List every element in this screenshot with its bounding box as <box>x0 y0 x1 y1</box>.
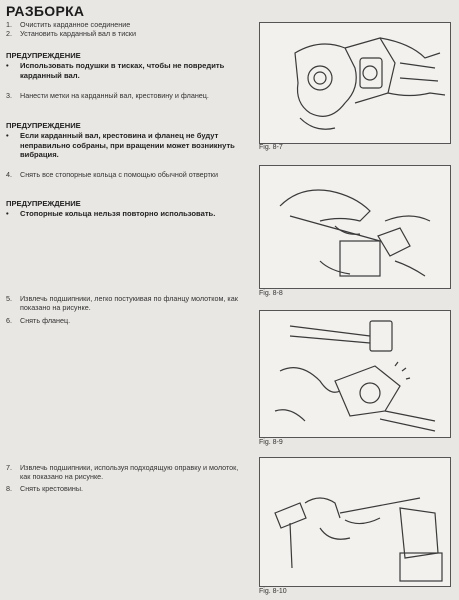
step-number: 4. <box>6 170 12 179</box>
step-1 <box>6 20 246 29</box>
universal-joint-illustration <box>260 23 450 143</box>
step-number: 2. <box>6 29 12 38</box>
screwdriver-snap-ring-illustration <box>260 166 450 288</box>
step-8 <box>6 484 246 493</box>
step-number: 6. <box>6 316 12 325</box>
figure-8-10 <box>259 457 451 587</box>
step-text: Снять все стопорные кольца с помощью обычной отвертки <box>20 170 218 179</box>
warning-title: ПРЕДУПРЕЖДЕНИЕ <box>6 121 81 130</box>
warning-text: • Стопорные кольца нельзя повторно использовать. <box>6 209 216 218</box>
step-text: Снять крестовины. <box>20 484 83 493</box>
figure-8-8 <box>259 165 451 289</box>
step-2 <box>6 29 246 38</box>
bullet: • <box>6 209 9 218</box>
step-text: Снять фланец. <box>20 316 71 325</box>
figure-caption: Fig. 8-10 <box>259 588 287 595</box>
hammer-flange-illustration <box>260 311 450 437</box>
figure-8-7 <box>259 22 451 144</box>
step-6 <box>6 316 246 325</box>
warning-text: • Если карданный вал, крестовина и фланец не будут неправильно собраны, при вращении может возникнуть вибрация. <box>6 131 235 159</box>
step-number: 1. <box>6 20 12 29</box>
warning-title: ПРЕДУПРЕЖДЕНИЕ <box>6 199 81 208</box>
step-number: 5. <box>6 294 12 303</box>
figure-caption: Fig. 8-9 <box>259 439 283 446</box>
step-number: 7. <box>6 463 12 472</box>
step-5 <box>6 294 246 312</box>
step-text: Очистить карданное соединение <box>20 20 131 29</box>
bullet: • <box>6 131 9 140</box>
step-number: 8. <box>6 484 12 493</box>
step-text: Нанести метки на карданный вал, крестовину и фланец. <box>20 91 209 100</box>
warning-text: • Использовать подушки в тисках, чтобы не повредить карданный вал. <box>6 61 225 80</box>
bullet: • <box>6 61 9 70</box>
drift-hammer-illustration <box>260 458 450 586</box>
figure-caption: Fig. 8-8 <box>259 290 283 297</box>
step-text: Извлечь подшипники, легко постукивая по фланцу молотком, как показано на рисунке. <box>20 294 238 312</box>
warning-title: ПРЕДУПРЕЖДЕНИЕ <box>6 51 81 60</box>
page-title: РАЗБОРКА <box>6 3 85 19</box>
step-text: Извлечь подшипники, используя подходящую оправку и молоток, как показано на рисунке. <box>20 463 239 481</box>
figure-8-9 <box>259 310 451 438</box>
step-4 <box>6 170 242 179</box>
step-number: 3. <box>6 91 12 100</box>
figure-caption: Fig. 8-7 <box>259 144 283 151</box>
step-3 <box>6 91 242 100</box>
step-7 <box>6 463 246 481</box>
step-text: Установить карданный вал в тиски <box>20 29 136 38</box>
